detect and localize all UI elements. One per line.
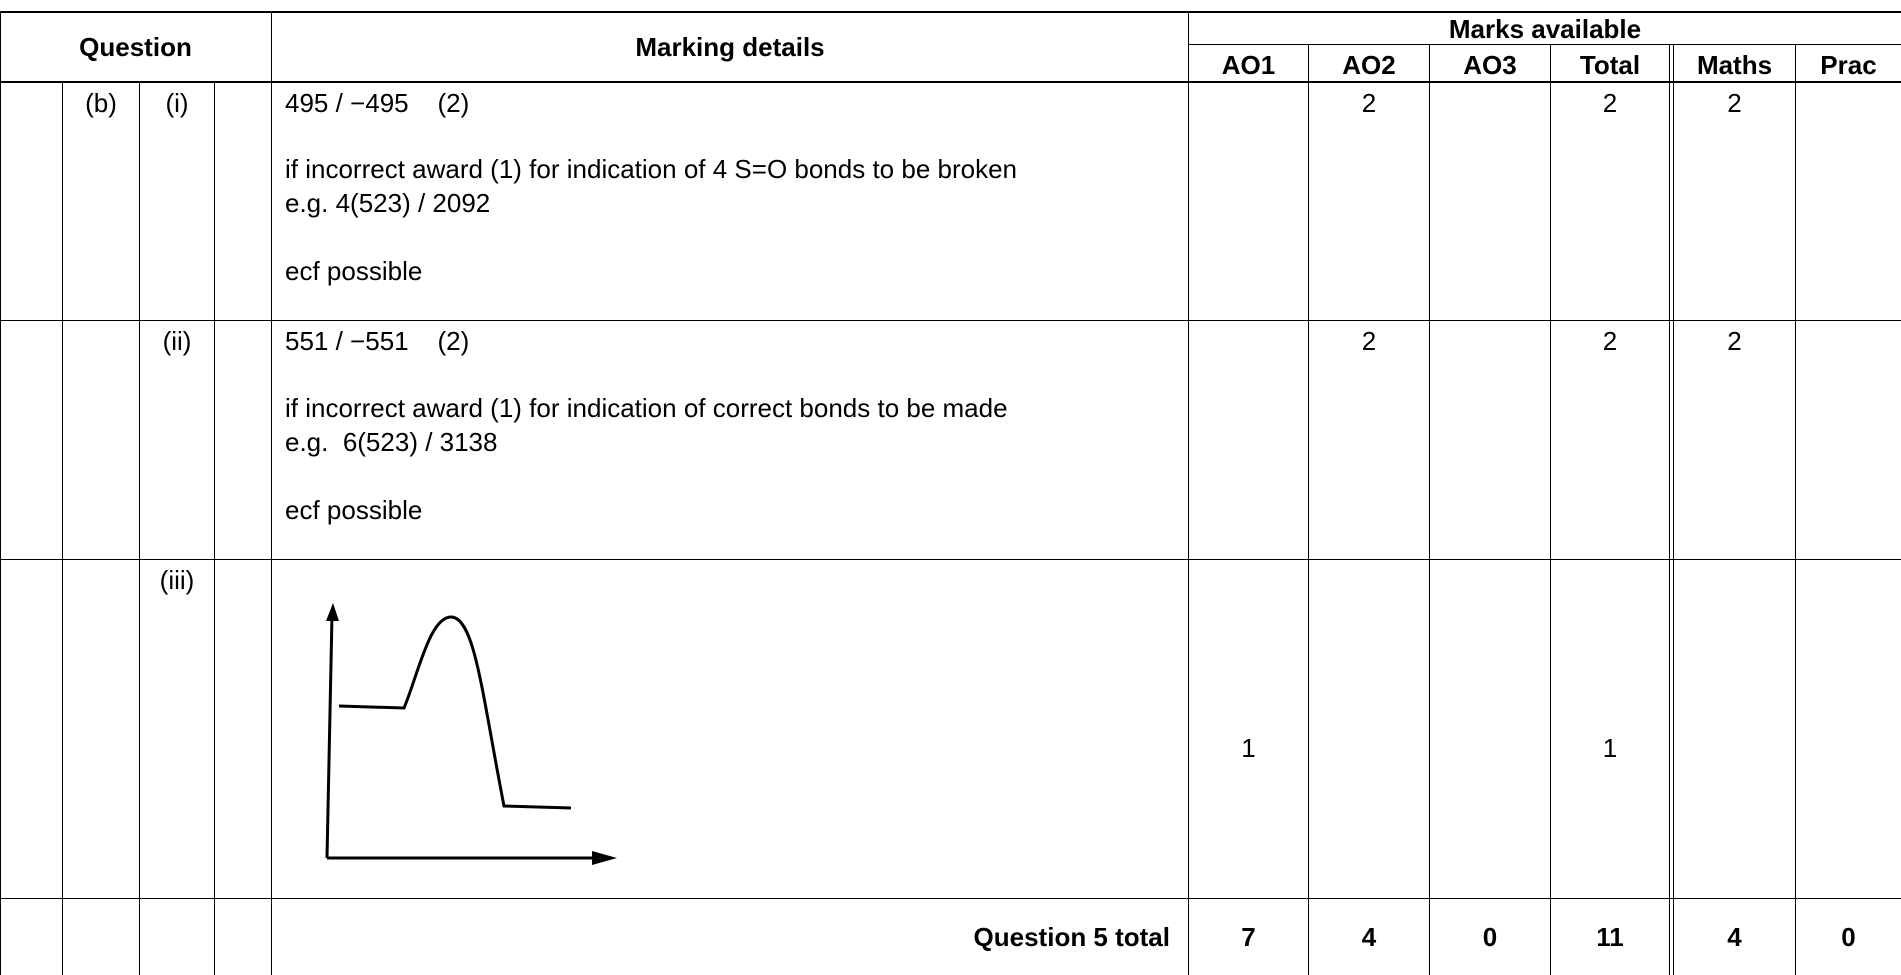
marks-col-divider [1795,45,1796,975]
row-divider [0,898,1901,899]
marks-col-double-divider [1669,45,1670,975]
question-total-label: Question 5 total [973,922,1170,952]
marking-note: if incorrect award (1) for indication of correct bonds to be made [285,393,1008,423]
question-part-label: (b) [85,88,117,118]
row-divider [0,320,1901,321]
marks-col-divider [1550,45,1551,975]
mark-ao1: 1 [1241,733,1256,763]
answer-text: 495 / −495 (2) [285,88,470,118]
y-axis-arrowhead [326,603,339,621]
total-header: Total [1579,50,1641,80]
question-subpart-label: (ii) [162,326,192,356]
question-header: Question [79,32,192,62]
question-col-divider [214,82,215,975]
total-maths: 4 [1727,922,1742,952]
question-subpart-label: (iii) [159,565,195,595]
total-ao3: 0 [1482,922,1498,952]
mark-ao2: 2 [1361,326,1377,356]
marks-available-header: Marks available [1448,14,1642,44]
ao3-header: AO3 [1463,50,1517,80]
marking-note: if incorrect award (1) for indication of 4 S=O bonds to be broken [285,154,1017,184]
total-ao1: 7 [1241,922,1256,952]
mark-total: 2 [1602,88,1618,118]
question-col-divider [62,82,63,975]
marks-col-divider [1308,45,1309,975]
x-axis-arrowhead [592,851,617,865]
table-left-border [0,11,1,975]
total-total: 11 [1596,922,1624,952]
mark-ao2: 2 [1361,88,1377,118]
marking-details-header: Marking details [635,32,825,62]
answer-text: 551 / −551 (2) [285,326,470,356]
details-col-right-border [1188,11,1189,975]
prac-header: Prac [1820,50,1877,80]
marking-note: ecf possible [285,256,423,286]
total-ao2: 4 [1361,922,1377,952]
ao2-header: AO2 [1342,50,1396,80]
marks-col-divider [1429,45,1430,975]
ao1-header: AO1 [1221,50,1276,80]
marks-col-double-divider [1673,45,1674,975]
y-axis [327,615,332,858]
mark-total: 2 [1602,326,1618,356]
mark-total: 1 [1602,733,1618,763]
details-col-left-border [271,11,272,975]
question-subpart-label: (i) [165,88,189,118]
marking-note: ecf possible [285,495,423,525]
reaction-energy-curve [339,617,571,808]
total-prac: 0 [1841,922,1856,952]
maths-header: Maths [1696,50,1773,80]
mark-maths: 2 [1727,326,1742,356]
marking-note: e.g. 6(523) / 3138 [285,427,498,457]
mark-maths: 2 [1727,88,1742,118]
row-divider [0,559,1901,560]
question-col-divider [139,82,140,975]
energy-profile-diagram [300,595,630,875]
marking-note: e.g. 4(523) / 2092 [285,188,491,218]
